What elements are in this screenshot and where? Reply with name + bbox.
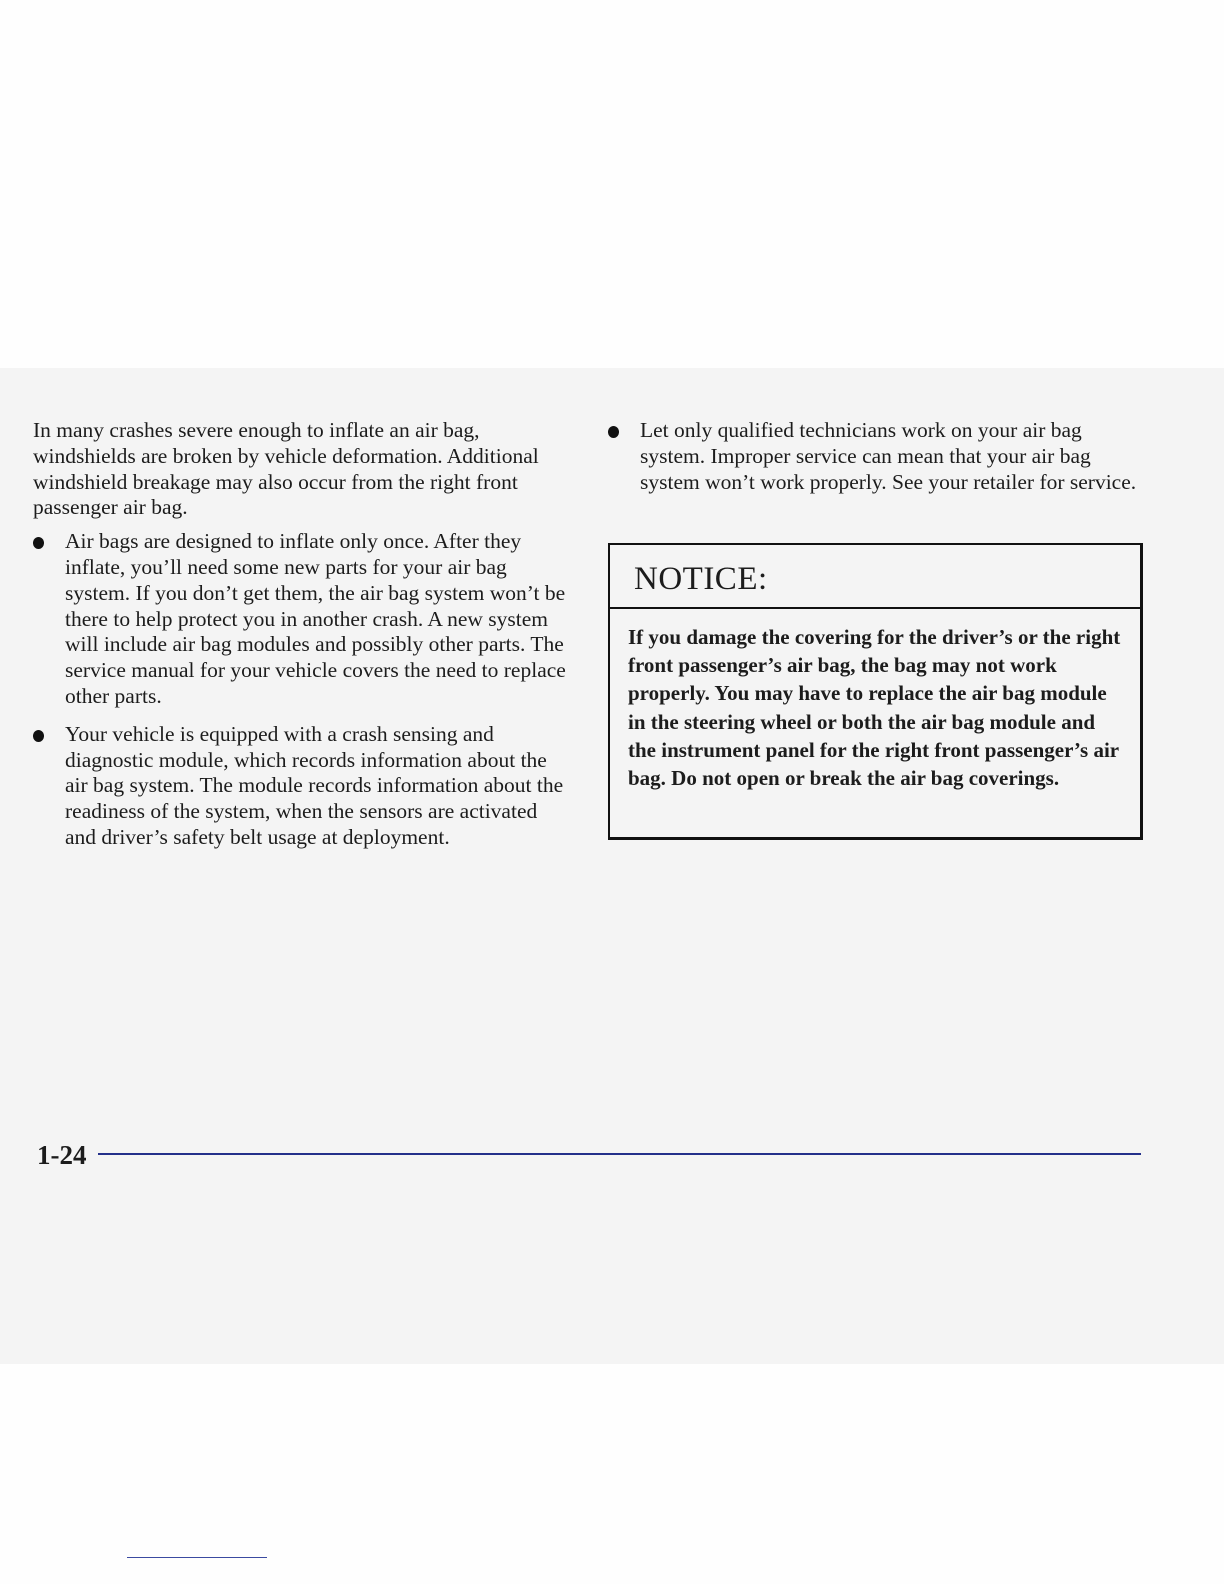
page-footer xyxy=(37,1138,1147,1172)
notice-box xyxy=(608,543,1143,840)
left-bullet-list xyxy=(33,529,573,851)
list-item xyxy=(608,418,1144,495)
bullet-text: Air bags are designed to inflate only once. After they inflate, you’ll need some new parts for your air bag system. If you don’t get them, the air bag system won’t be there to help protect you in another crash. A new system will include air bag modules and possibly other parts. The service manual for your vehicle covers the need to replace other parts. xyxy=(65,529,566,708)
list-item xyxy=(33,529,573,710)
page-number: 1-24 xyxy=(37,1140,87,1170)
bullet-text: Your vehicle is equipped with a crash sensing and diagnostic module, which records information about the air bag system. The module records information about the readiness of the system, when the sensors are activated and driver’s safety belt usage at deployment. xyxy=(65,721,564,849)
notice-heading: NOTICE: xyxy=(610,545,1140,609)
divider xyxy=(127,1557,267,1558)
bullet-icon xyxy=(608,426,619,438)
footer-rule xyxy=(98,1153,1141,1155)
right-bullet-list xyxy=(608,418,1144,495)
left-column xyxy=(33,418,573,863)
right-column xyxy=(608,418,1144,507)
list-item xyxy=(33,722,573,851)
bullet-icon xyxy=(33,730,44,742)
bullet-text: Let only qualified technicians work on your air bag system. Improper service can mean that your air bag system won’t work properly. See your retailer for service. xyxy=(640,418,1137,494)
intro-paragraph: In many crashes severe enough to inflate an air bag, windshields are broken by vehicle deformation. Additional windshield breakage may also occur from the right front passenger air bag. xyxy=(33,418,539,520)
notice-body: If you damage the covering for the driver’s or the right front passenger’s air bag, the bag may not work properly. You may have to replace the air bag module in the steering wheel or both the air bag module and the instrument panel for the right front passenger’s air bag. Do not open or break the air bag coverings. xyxy=(628,625,1121,791)
bullet-icon xyxy=(33,537,44,549)
